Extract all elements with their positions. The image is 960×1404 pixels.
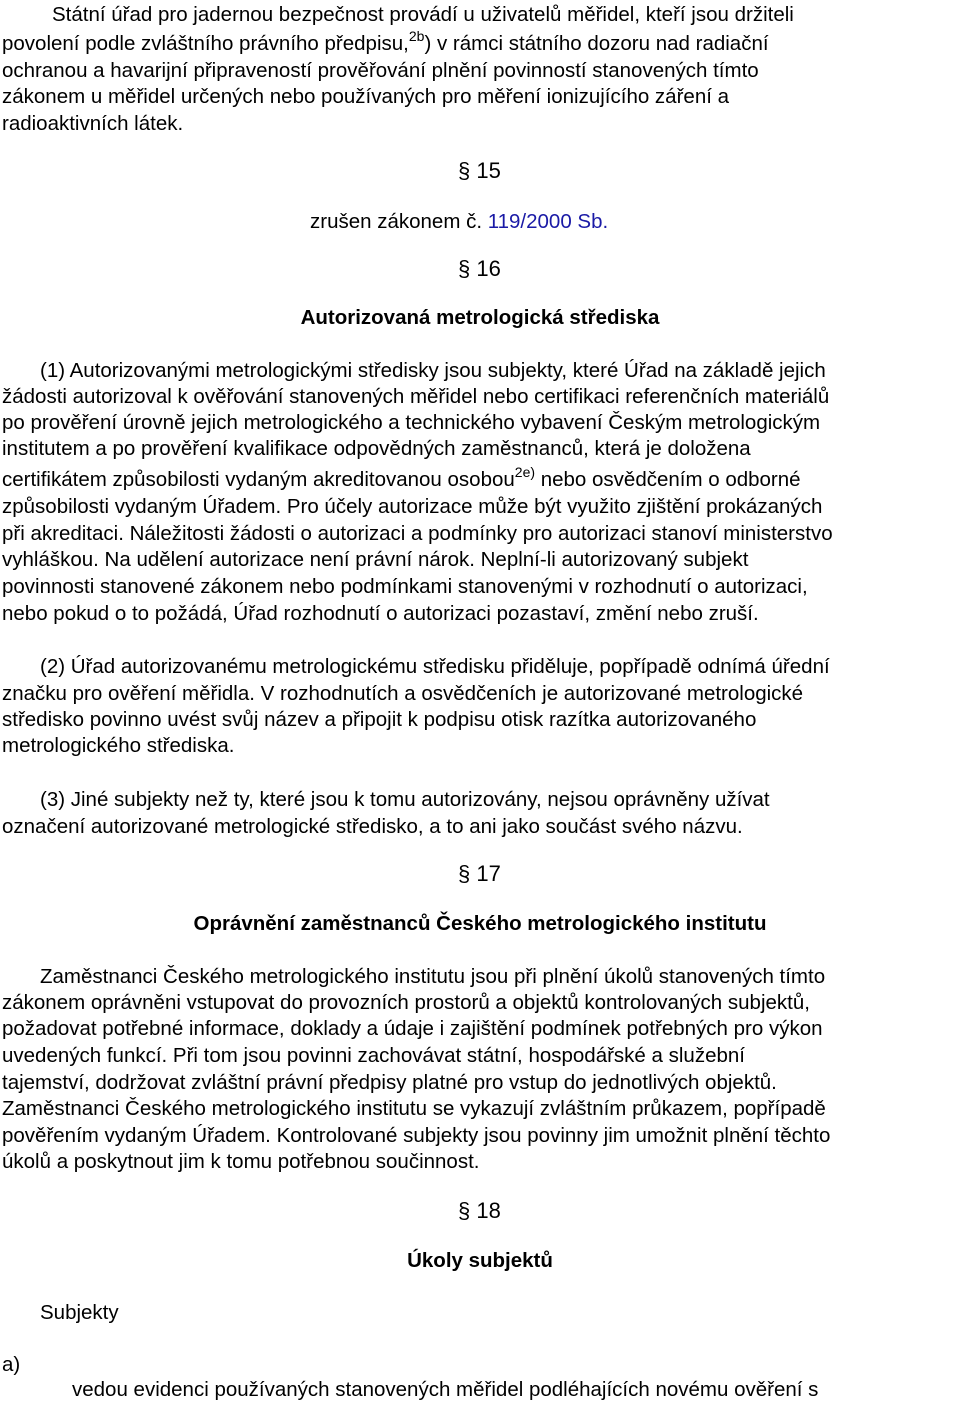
intro-line-2-text: povolení podle zvláštního právního předpisu, (2, 32, 409, 55)
s16-p1-line-2: žádosti autorizoval k ověřování stanovených měřidel nebo certifikaci referenčních materiálů (2, 385, 830, 408)
section-16-heading: § 16 (458, 256, 501, 281)
section-18-title: Úkoly subjektů (407, 1249, 553, 1272)
s16-p2-line-4: metrologického střediska. (2, 734, 235, 757)
s17-line-3: požadovat potřebné informace, doklady a údaje i zajištění podmínek potřebných pro výkon (2, 1017, 823, 1040)
s16-p2-line-1: (2) Úřad autorizovanému metrologickému středisku přiděluje, popřípadě odnímá úřední (40, 655, 830, 678)
s16-p1-line-9: povinnosti stanovené zákonem nebo podmínkami stanovenými v rozhodnutí o autorizaci, (2, 575, 808, 598)
list-item-a-marker: a) (2, 1353, 21, 1376)
intro-line-4: zákonem u měřidel určených nebo používaných pro měření ionizujícího záření a (2, 85, 730, 108)
s16-p1-line-3: po prověření úrovně jejich metrologického a technického vybavení Českým metrologickým (2, 411, 821, 434)
s16-p1-line-5-text: certifikátem způsobilosti vydaným akreditovanou osobou (2, 468, 515, 491)
s17-line-7: pověřením vydaným Úřadem. Kontrolované subjekty jsou povinny jim umožnit plnění těchto (2, 1124, 831, 1147)
s17-line-1: Zaměstnanci Českého metrologického institutu jsou při plnění úkolů stanovených tímto (40, 965, 826, 988)
footnote-ref-2b[interactable]: 2b (408, 28, 425, 44)
s16-p1-line-10: nebo pokud o to požádá, Úřad rozhodnutí o autorizaci pozastaví, změní nebo zruší. (2, 602, 759, 625)
s17-line-5: tajemství, dodržovat zvláštní právní předpisy platné pro vstup do jednotlivých objektů. (2, 1071, 777, 1094)
s16-p1-line-6: způsobilosti vydaným Úřadem. Pro účely autorizace může být využito zjištění prokázaných (2, 495, 823, 518)
subjects-label: Subjekty (40, 1301, 119, 1324)
section-15-repeal-note (310, 209, 608, 235)
intro-line-5: radioaktivních látek. (2, 112, 184, 135)
section-17-title: Oprávnění zaměstnanců Českého metrologického institutu (193, 912, 767, 935)
s17-line-2: zákonem oprávněni vstupovat do provozních prostorů a objektů kontrolovaných subjektů, (2, 991, 810, 1014)
intro-line-2 (2, 28, 769, 57)
s16-p1-line-5-rest: nebo osvědčením o odborné (535, 468, 801, 491)
intro-line-1: Státní úřad pro jadernou bezpečnost provádí u uživatelů měřidel, kteří jsou držiteli (52, 3, 794, 26)
intro-line-3: ochranou a havarijní připraveností prověřování plnění povinností stanovených tímto (2, 59, 759, 82)
s16-p1-line-5 (2, 464, 801, 493)
section-17-heading: § 17 (458, 861, 501, 886)
s16-p2-line-3: středisko povinno uvést svůj název a připojit k podpisu otisk razítka autorizovaného (2, 708, 757, 731)
s16-p1-line-1: (1) Autorizovanými metrologickými středisky jsou subjekty, které Úřad na základě jejich (40, 359, 826, 382)
section-16-title: Autorizovaná metrologická střediska (300, 306, 660, 329)
s17-line-6: Zaměstnanci Českého metrologického institutu se vykazují zvláštním průkazem, popřípadě (2, 1097, 826, 1120)
s16-p2-line-2: značku pro ověření měřidla. V rozhodnutích a osvědčeních je autorizované metrologické (2, 682, 804, 705)
s16-p3-line-1: (3) Jiné subjekty než ty, které jsou k tomu autorizovány, nejsou oprávněny užívat (40, 788, 770, 811)
list-item-a-text: vedou evidenci používaných stanovených měřidel podléhajících novému ověření s (72, 1378, 819, 1401)
s17-line-8: úkolů a poskytnout jim k tomu potřebnou součinnost. (2, 1150, 480, 1173)
s16-p1-line-8: vyhláškou. Na udělení autorizace není právní nárok. Neplní-li autorizovaný subjekt (2, 548, 749, 571)
repeal-law-link[interactable]: 119/2000 Sb. (487, 210, 609, 233)
s16-p1-line-7: při akreditaci. Náležitosti žádosti o autorizaci a podmínky pro autorizaci stanoví ministerstvo (2, 522, 833, 545)
section-15-heading: § 15 (458, 158, 501, 183)
s16-p3-line-2: označení autorizované metrologické středisko, a to ani jako součást svého názvu. (2, 815, 743, 838)
section-18-heading: § 18 (458, 1198, 501, 1223)
footnote-ref-2e[interactable]: 2e) (514, 464, 536, 480)
repeal-text: zrušen zákonem č. (310, 210, 488, 233)
intro-line-2-rest: ) v rámci státního dozoru nad radiační (424, 32, 769, 55)
s16-p1-line-4: institutem a po prověření kvalifikace odpovědných zaměstnanců, která je doložena (2, 437, 751, 460)
s17-line-4: uvedených funkcí. Při tom jsou povinni zachovávat státní, hospodářské a služební (2, 1044, 745, 1067)
